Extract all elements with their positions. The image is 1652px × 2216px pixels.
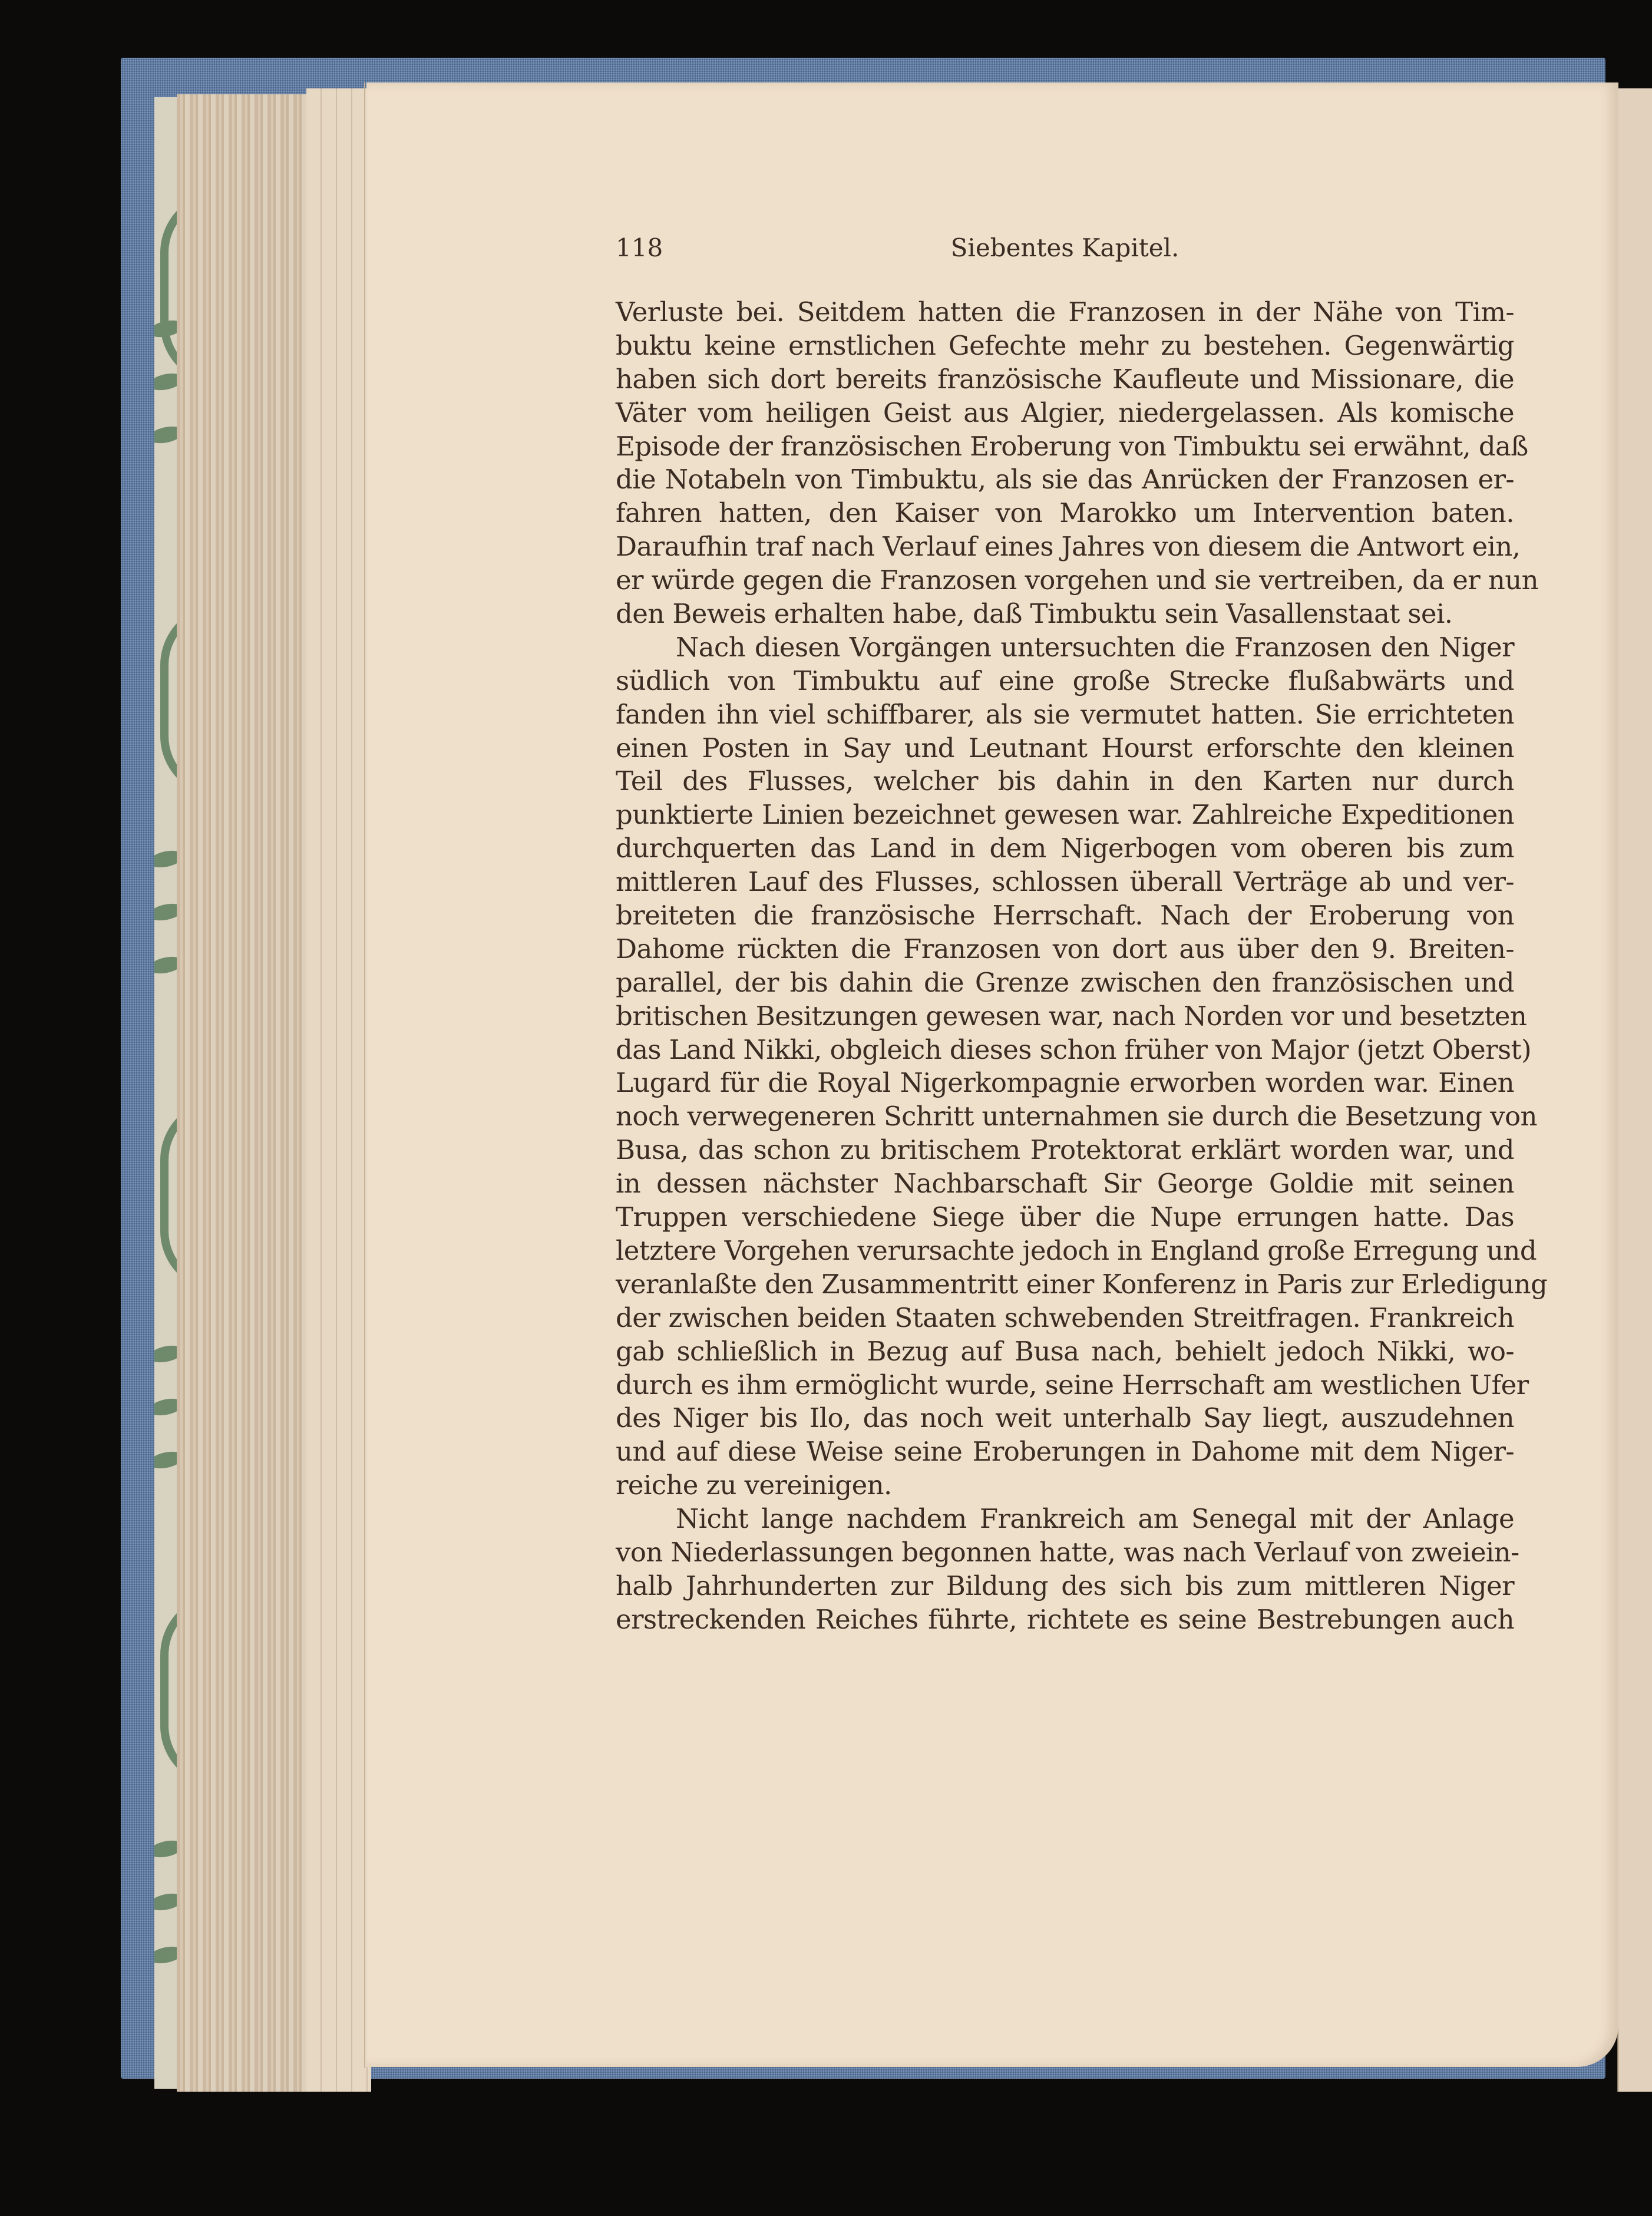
leaf-ornament-icon [154,901,178,923]
page-edges-inner [306,88,371,2092]
text-line: von Niederlassungen begonnen hatte, was nach Verlauf von zweiein- [616,1536,1519,1568]
text-line: gab schließlich in Bezug auf Busa nach, behielt jedoch Nikki, wo- [616,1335,1514,1367]
text-line: Nach diesen Vorgängen untersuchten die Franzosen den Niger [676,631,1514,663]
text-line: breiteten die französische Herrschaft. Nach der Eroberung von [616,900,1514,932]
text-line: die Notabeln von Timbuktu, als sie das Anrücken der Franzosen er- [616,464,1514,496]
leaf-ornament-icon [154,848,178,870]
running-header [616,233,1514,269]
text-line: haben sich dort bereits französische Kaufleute und Missionare, die [616,363,1514,395]
text-line: veranlaßte den Zusammentritt einer Konferenz in Paris zur Erledigung [616,1268,1548,1300]
text-line: Verluste bei. Seitdem hatten die Franzosen in der Nähe von Tim- [616,296,1514,328]
text-line: Nicht lange nachdem Frankreich am Senegal mit der Anlage [676,1503,1514,1535]
endpaper-pattern [154,97,178,2089]
text-line: durchquerten das Land in dem Nigerbogen vom oberen bis zum [616,833,1514,864]
page-number: 118 [616,233,663,262]
chapter-title: Siebentes Kapitel. [950,233,1179,262]
arc-ornament-icon [160,191,178,385]
text-line: letztere Vorgehen verursachte jedoch in England große Erregung und [616,1234,1537,1266]
leaf-ornament-icon [154,1838,178,1860]
text-line: buktu keine ernstlichen Gefechte mehr zu bestehen. Gegenwärtig [616,329,1514,361]
body-text [616,296,1548,1637]
text-line: fahren hatten, den Kaiser von Marokko um Intervention baten. [616,497,1514,529]
text-line: noch verwegeneren Schritt unternahmen sie durch die Besetzung von [616,1101,1537,1132]
leaf-ornament-icon [154,371,178,393]
text-line: Teil des Flusses, welcher bis dahin in den Karten nur durch [616,765,1514,797]
next-page-edge [1617,88,1652,2092]
text-line: fanden ihn viel schiffbarer, als sie vermutet hatten. Sie errichteten [616,698,1514,730]
leaf-ornament-icon [154,424,178,446]
text-line: einen Posten in Say und Leutnant Hourst erforschte den kleinen [616,732,1514,764]
text-line: durch es ihm ermöglicht wurde, seine Herrschaft am westlichen Ufer [616,1369,1529,1401]
text-line: das Land Nikki, obgleich dieses schon früher von Major (jetzt Oberst) [616,1033,1531,1065]
arc-ornament-icon [160,1594,178,1787]
text-line: Väter vom heiligen Geist aus Algier, niedergelassen. Als komische [616,397,1514,428]
text-line: halb Jahrhunderten zur Bildung des sich bis zum mittleren Niger [616,1570,1514,1601]
leaf-ornament-icon [154,1944,178,1966]
text-line: der zwischen beiden Staaten schwebenden Streitfragen. Frankreich [616,1302,1514,1333]
text-line: Busa, das schon zu britischem Protektorat erklärt worden war, und [616,1134,1514,1166]
text-line: und auf diese Weise seine Eroberungen in Dahome mit dem Niger- [616,1436,1514,1468]
text-line: des Niger bis Ilo, das noch weit unterhalb Say liegt, auszudehnen [616,1402,1514,1434]
text-line: britischen Besitzungen gewesen war, nach Norden vor und besetzten [616,1000,1527,1032]
arc-ornament-icon [160,604,178,797]
leaf-ornament-icon [154,1891,178,1913]
leaf-ornament-icon [154,1396,178,1418]
leaf-ornament-icon [154,954,178,976]
page-gutter-line [364,82,365,2068]
text-line: erstreckenden Reiches führte, richtete es seine Bestrebungen auch [616,1603,1514,1635]
text-line: mittleren Lauf des Flusses, schlossen überall Verträge ab und ver- [616,866,1514,898]
leaf-ornament-icon [154,1343,178,1365]
text-line: Daraufhin traf nach Verlauf eines Jahres von diesem die Antwort ein, [616,531,1521,563]
leaf-ornament-icon [154,1449,178,1471]
text-line: Dahome rückten die Franzosen von dort aus über den 9. Breiten- [616,933,1514,965]
text-line: er würde gegen die Franzosen vorgehen und sie vertreiben, da er nun [616,564,1539,596]
text-line: Truppen verschiedene Siege über die Nupe errungen hatte. Das [616,1201,1514,1233]
text-line: in dessen nächster Nachbarschaft Sir George Goldie mit seinen [616,1168,1514,1200]
text-line: reiche zu vereinigen. [616,1469,892,1501]
text-line: Lugard für die Royal Nigerkompagnie erworben worden war. Einen [616,1067,1514,1099]
text-line: südlich von Timbuktu auf eine große Strecke flußabwärts und [616,665,1514,696]
text-line: den Beweis erhalten habe, daß Timbuktu sein Vasallenstaat sei. [616,598,1453,630]
text-line: punktierte Linien bezeichnet gewesen war. Zahlreiche Expeditionen [616,799,1514,831]
arc-ornament-icon [160,1099,178,1292]
text-line: parallel, der bis dahin die Grenze zwischen den französischen und [616,966,1514,998]
text-line: Episode der französischen Eroberung von Timbuktu sei erwähnt, daß [616,430,1528,462]
